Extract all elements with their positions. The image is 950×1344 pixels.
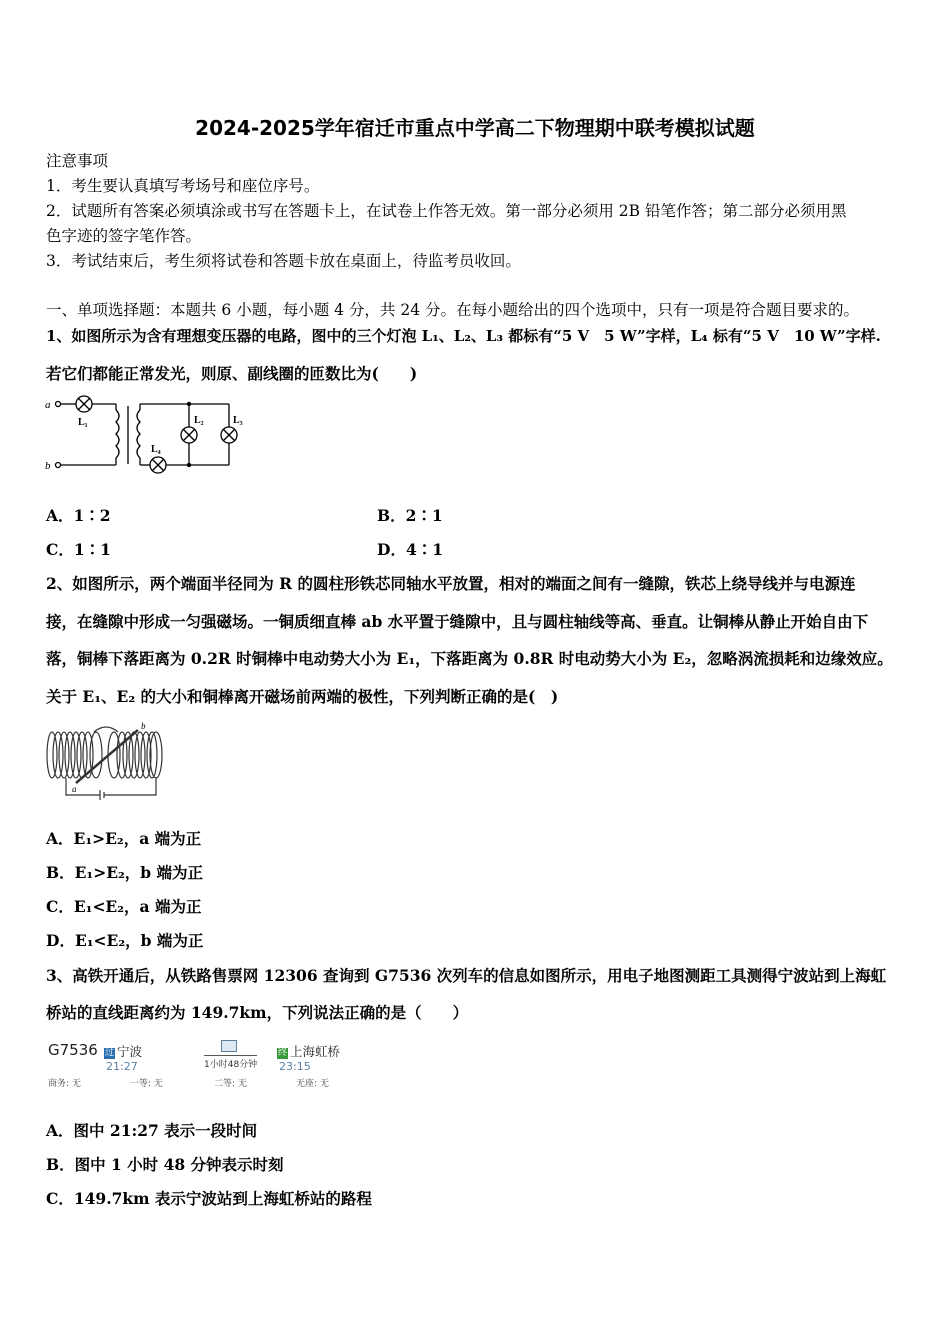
option-b[interactable]: B．E₁>E₂，b 端为正 bbox=[46, 863, 204, 882]
option-a[interactable]: A．1∶2 bbox=[46, 506, 111, 525]
train-number: G7536 bbox=[48, 1041, 98, 1059]
departure-time: 21:27 bbox=[106, 1060, 138, 1073]
option-c[interactable]: C．1∶1 bbox=[46, 540, 111, 559]
pass-badge-icon: 过 bbox=[104, 1048, 114, 1058]
transformer-circuit-figure bbox=[44, 392, 244, 476]
question-3-text: 3、高铁开通后，从铁路售票网 12306 查询到 G7536 次列车的信息如图所示，用电子地图测距工具测得宁波站到上海虹 bbox=[46, 966, 887, 985]
lamp-l1-label: L₁ bbox=[78, 417, 88, 428]
arrival-station bbox=[277, 1042, 340, 1060]
question-3-text: 桥站的直线距离约为 149.7km，下列说法正确的是（ ） bbox=[46, 1003, 469, 1022]
arrival-station-name: 上海虹桥 bbox=[290, 1044, 341, 1059]
option-a[interactable]: A．图中 21:27 表示一段时间 bbox=[46, 1121, 258, 1140]
notice-item: 色字迹的签字笔作答。 bbox=[46, 227, 202, 245]
question-1-text: 1、如图所示为含有理想变压器的电路，图中的三个灯泡 L₁、L₂、L₃ 都标有“5 V 5 W”字样，L₄ 标有“5 V 10 W”字样. bbox=[46, 327, 881, 345]
notice-item: 2．试题所有答案必须填涂或书写在答题卡上，在试卷上作答无效。第一部分必须用 2B 铅笔作答；第二部分必须用黑 bbox=[46, 202, 847, 220]
page-title: 2024-2025学年宿迁市重点中学高二下物理期中联考模拟试题 bbox=[195, 116, 755, 140]
terminal-a-label: a bbox=[45, 399, 51, 411]
notice-item: 3．考试结束后，考生须将试卷和答题卡放在桌面上，待监考员收回。 bbox=[46, 252, 521, 270]
question-2-text: 关于 E₁、E₂ 的大小和铜棒离开磁场前两端的极性，下列判断正确的是( ) bbox=[46, 687, 559, 706]
notice-item: 1．考生要认真填写考场号和座位序号。 bbox=[46, 177, 320, 195]
lamp-l3-label: L₃ bbox=[233, 415, 243, 426]
schedule-icon bbox=[221, 1040, 237, 1052]
question-2-text: 2、如图所示，两个端面半径同为 R 的圆柱形铁芯同轴水平放置，相对的端面之间有一缝隙，铁芯上绕导线并与电源连 bbox=[46, 574, 856, 593]
iron-core-coil-figure bbox=[46, 720, 166, 802]
departure-station-name: 宁波 bbox=[117, 1044, 143, 1059]
notice-heading: 注意事项 bbox=[46, 152, 109, 170]
terminal-b-label: b bbox=[45, 460, 51, 472]
option-d[interactable]: D．4∶1 bbox=[377, 540, 444, 559]
lamp-l2-label: L₂ bbox=[194, 415, 204, 426]
section-heading: 一、单项选择题：本题共 6 小题，每小题 4 分，共 24 分。在每小题给出的四个选项中，只有一项是符合题目要求的。 bbox=[46, 301, 860, 319]
option-b[interactable]: B．图中 1 小时 48 分钟表示时刻 bbox=[46, 1155, 284, 1174]
option-d[interactable]: D．E₁<E₂，b 端为正 bbox=[46, 931, 204, 950]
seat-standing: 无座: 无 bbox=[296, 1079, 329, 1089]
seat-first-class: 一等: 无 bbox=[130, 1079, 163, 1089]
travel-duration: 1小时48分钟 bbox=[204, 1055, 257, 1070]
option-a[interactable]: A．E₁>E₂，a 端为正 bbox=[46, 829, 202, 848]
terminal-badge-icon: 终 bbox=[277, 1048, 287, 1058]
lamp-l4-label: L₄ bbox=[151, 444, 161, 455]
departure-station bbox=[104, 1042, 142, 1060]
question-2-text: 接，在缝隙中形成一匀强磁场。一铜质细直棒 ab 水平置于缝隙中，且与圆柱轴线等高、垂直。让铜棒从静止开始自由下 bbox=[46, 612, 869, 631]
rod-end-b-label: b bbox=[141, 721, 146, 731]
option-c[interactable]: C．149.7km 表示宁波站到上海虹桥站的路程 bbox=[46, 1189, 372, 1208]
question-2-text: 落，铜棒下落距离为 0.2R 时铜棒中电动势大小为 E₁，下落距离为 0.8R 时电动势大小为 E₂，忽略涡流损耗和边缘效应。 bbox=[46, 649, 893, 668]
question-1-text: 若它们都能正常发光，则原、副线圈的匝数比为( ) bbox=[46, 364, 418, 383]
arrival-time: 23:15 bbox=[279, 1060, 311, 1073]
option-c[interactable]: C．E₁<E₂，a 端为正 bbox=[46, 897, 202, 916]
train-info-figure bbox=[46, 1038, 356, 1090]
seat-second-class: 二等: 无 bbox=[214, 1079, 247, 1089]
seat-business: 商务: 无 bbox=[48, 1079, 81, 1089]
rod-end-a-label: a bbox=[72, 784, 77, 794]
option-b[interactable]: B．2∶1 bbox=[377, 506, 443, 525]
